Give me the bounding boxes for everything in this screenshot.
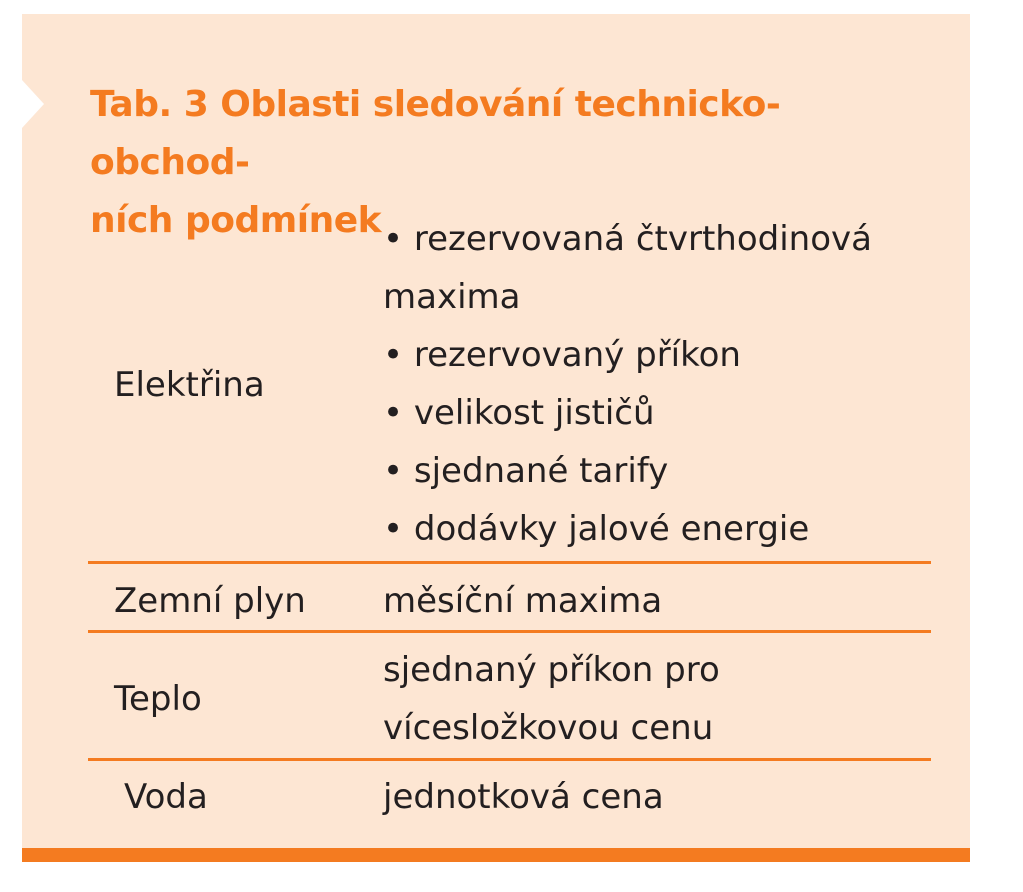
list-item: • dodávky jalové energie <box>383 509 810 549</box>
bottom-accent-bar <box>22 848 970 862</box>
row-value-teplo-line-2: vícesložkovou cenu <box>383 708 714 748</box>
row-divider <box>88 758 931 761</box>
row-label-voda: Voda <box>124 777 208 817</box>
elektrina-list <box>383 210 872 558</box>
row-label-elektrina: Elektřina <box>114 365 265 405</box>
row-value-teplo-line-1: sjednaný příkon pro <box>383 650 720 690</box>
panel-notch <box>22 80 44 128</box>
row-value-zemni-plyn: měsíční maxima <box>383 581 663 621</box>
row-divider <box>88 630 931 633</box>
table-title-line-1: Tab. 3 Oblasti sledování technicko-obchod- <box>90 84 781 183</box>
row-value-voda: jednotková cena <box>383 777 664 817</box>
list-item: • sjednané tarify <box>383 451 669 491</box>
list-item: • velikost jističů <box>383 393 655 433</box>
row-label-teplo: Teplo <box>114 679 202 719</box>
row-divider <box>88 561 931 564</box>
list-item: • rezervovaná čtvrthodinová <box>383 219 872 259</box>
list-item: maxima <box>383 277 521 317</box>
row-label-zemni-plyn: Zemní plyn <box>114 581 306 621</box>
list-item: • rezervovaný příkon <box>383 335 741 375</box>
table-title-line-2: ních podmínek <box>90 200 382 241</box>
